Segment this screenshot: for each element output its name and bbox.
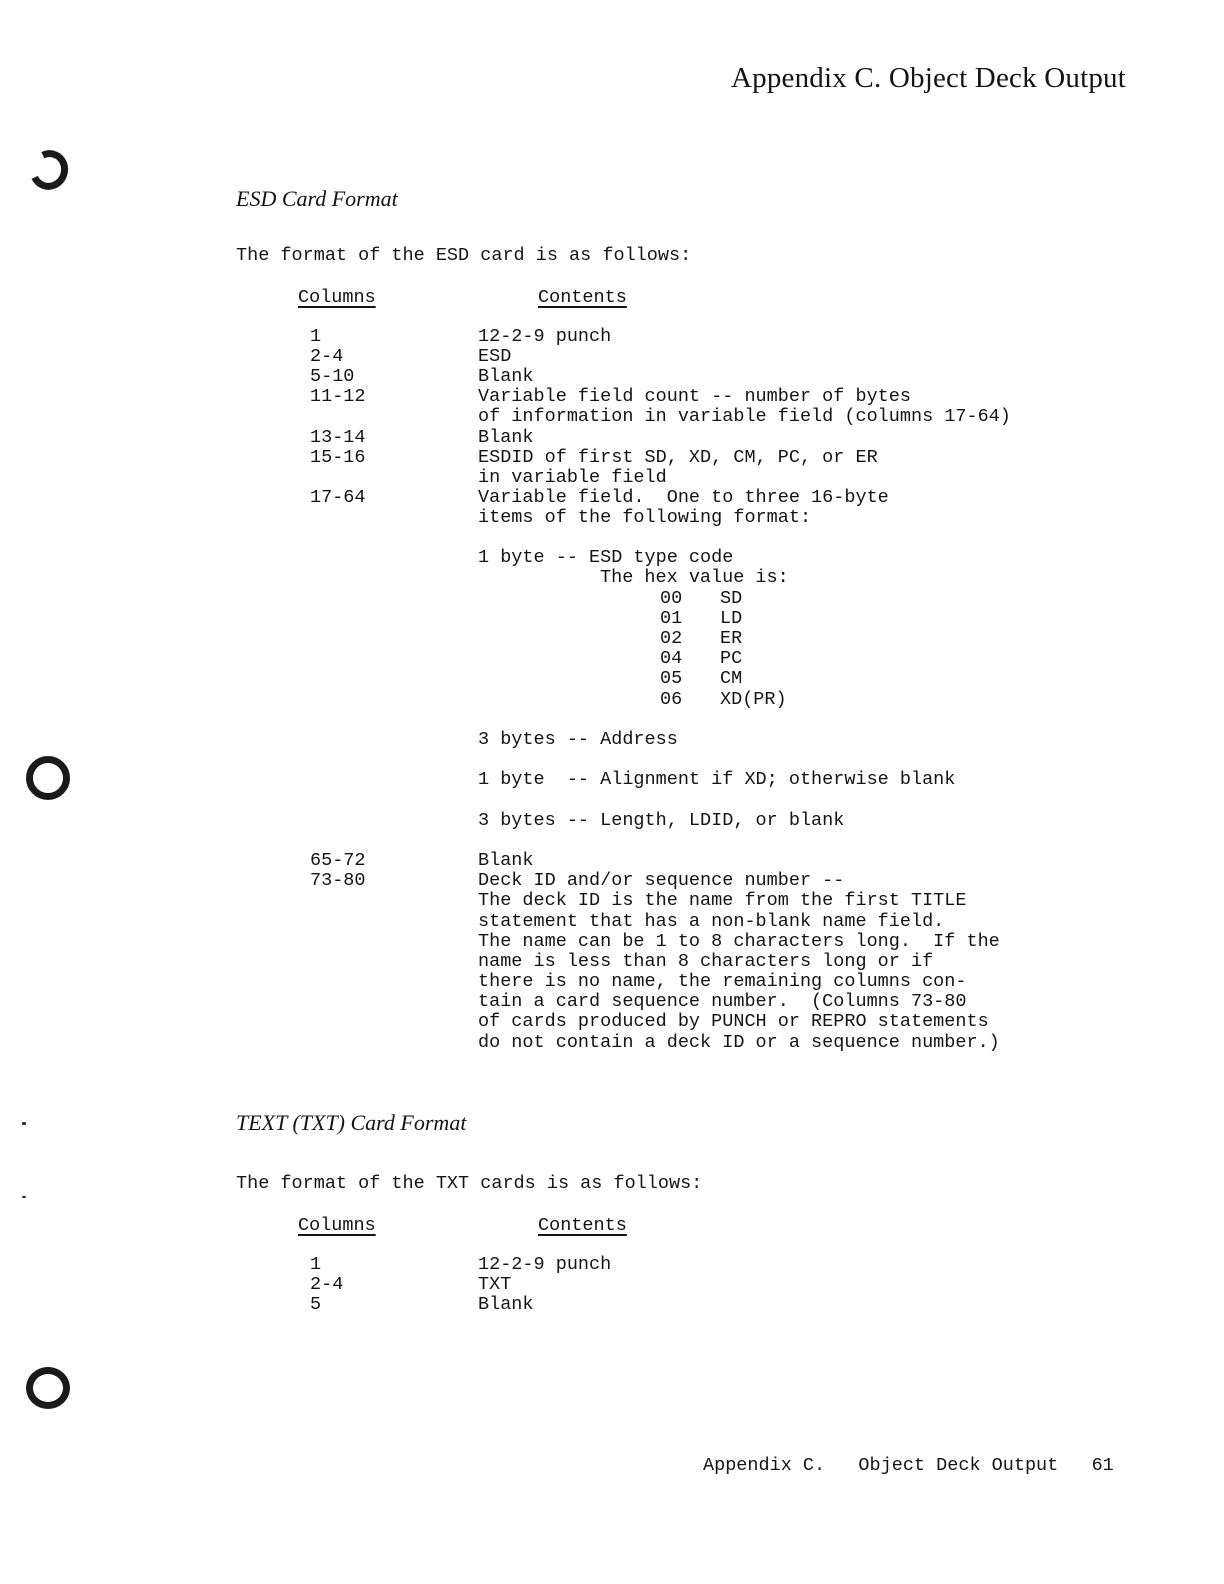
scan-speck [22, 1196, 26, 1198]
hex-code: 02 [660, 628, 683, 649]
column-number: 13-14 [310, 427, 366, 448]
column-number: 5 [310, 1294, 322, 1315]
column-contents: Variable field count -- number of bytes [478, 386, 911, 407]
punch-hole-top [24, 145, 73, 196]
txt-contents-header: Contents [538, 1215, 627, 1236]
column-contents: in variable field [478, 467, 667, 488]
column-contents: ESDID of first SD, XD, CM, PC, or ER [478, 447, 878, 468]
column-number: 15-16 [310, 447, 366, 468]
column-contents: do not contain a deck ID or a sequence number.) [478, 1032, 1000, 1053]
alignment-line: 1 byte -- Alignment if XD; otherwise blank [478, 769, 956, 790]
column-contents: Blank [478, 366, 534, 387]
column-contents: The deck ID is the name from the first TITLE [478, 890, 967, 911]
column-contents: Blank [478, 1294, 534, 1315]
column-number: 11-12 [310, 386, 366, 407]
column-contents: ESD [478, 346, 512, 367]
hex-code: 01 [660, 608, 683, 629]
punch-hole-middle [26, 756, 70, 800]
column-contents: items of the following format: [478, 507, 812, 528]
hex-type-name: XD(PR) [720, 689, 787, 710]
column-contents: tain a card sequence number. (Columns 73-80 [478, 991, 967, 1012]
hex-type-name: SD [720, 588, 743, 609]
esd-section-title: ESD Card Format [236, 186, 398, 211]
scan-speck [22, 1122, 26, 1125]
hex-code: 00 [660, 588, 683, 609]
column-contents: statement that has a non-blank name field. [478, 911, 945, 932]
column-contents: Deck ID and/or sequence number -- [478, 870, 845, 891]
txt-intro: The format of the TXT cards is as follows: [236, 1173, 703, 1194]
column-contents: Blank [478, 850, 534, 871]
column-number: 17-64 [310, 487, 366, 508]
hex-type-name: PC [720, 648, 743, 669]
column-number: 73-80 [310, 870, 366, 891]
column-contents: Variable field. One to three 16-byte [478, 487, 889, 508]
column-contents: 12-2-9 punch [478, 1254, 612, 1275]
column-number: 1 [310, 326, 322, 347]
page-header: Appendix C. Object Deck Output [730, 62, 1126, 94]
hex-code: 04 [660, 648, 683, 669]
txt-section-title: TEXT (TXT) Card Format [236, 1110, 467, 1135]
column-contents: 12-2-9 punch [478, 326, 612, 347]
punch-hole-bottom [26, 1367, 70, 1409]
column-number: 1 [310, 1254, 322, 1275]
column-number: 5-10 [310, 366, 355, 387]
esd-columns-header: Columns [298, 287, 376, 308]
hex-value-label: The hex value is: [600, 567, 789, 588]
column-number: 65-72 [310, 850, 366, 871]
esd-contents-header: Contents [538, 287, 627, 308]
column-contents: there is no name, the remaining columns con- [478, 971, 967, 992]
page-number: 61 [1091, 1455, 1114, 1476]
esd-intro: The format of the ESD card is as follows: [236, 245, 692, 266]
hex-code: 05 [660, 668, 683, 689]
column-contents: Blank [478, 427, 534, 448]
column-contents: of cards produced by PUNCH or REPRO statements [478, 1011, 989, 1032]
column-contents: name is less than 8 characters long or if [478, 951, 934, 972]
txt-columns-header: Columns [298, 1215, 376, 1236]
column-contents: TXT [478, 1274, 512, 1295]
column-number: 2-4 [310, 1274, 344, 1295]
hex-type-name: ER [720, 628, 743, 649]
column-number: 2-4 [310, 346, 344, 367]
column-contents: of information in variable field (columns 17-64) [478, 406, 1011, 427]
hex-type-name: CM [720, 668, 743, 689]
hex-code: 06 [660, 689, 683, 710]
type-code-line: 1 byte -- ESD type code [478, 547, 734, 568]
page-footer [703, 1456, 1114, 1476]
length-line: 3 bytes -- Length, LDID, or blank [478, 810, 845, 831]
column-contents: The name can be 1 to 8 characters long. If the [478, 931, 1000, 952]
footer-title: Appendix C. Object Deck Output [703, 1455, 1059, 1476]
address-line: 3 bytes -- Address [478, 729, 678, 750]
hex-type-name: LD [720, 608, 743, 629]
